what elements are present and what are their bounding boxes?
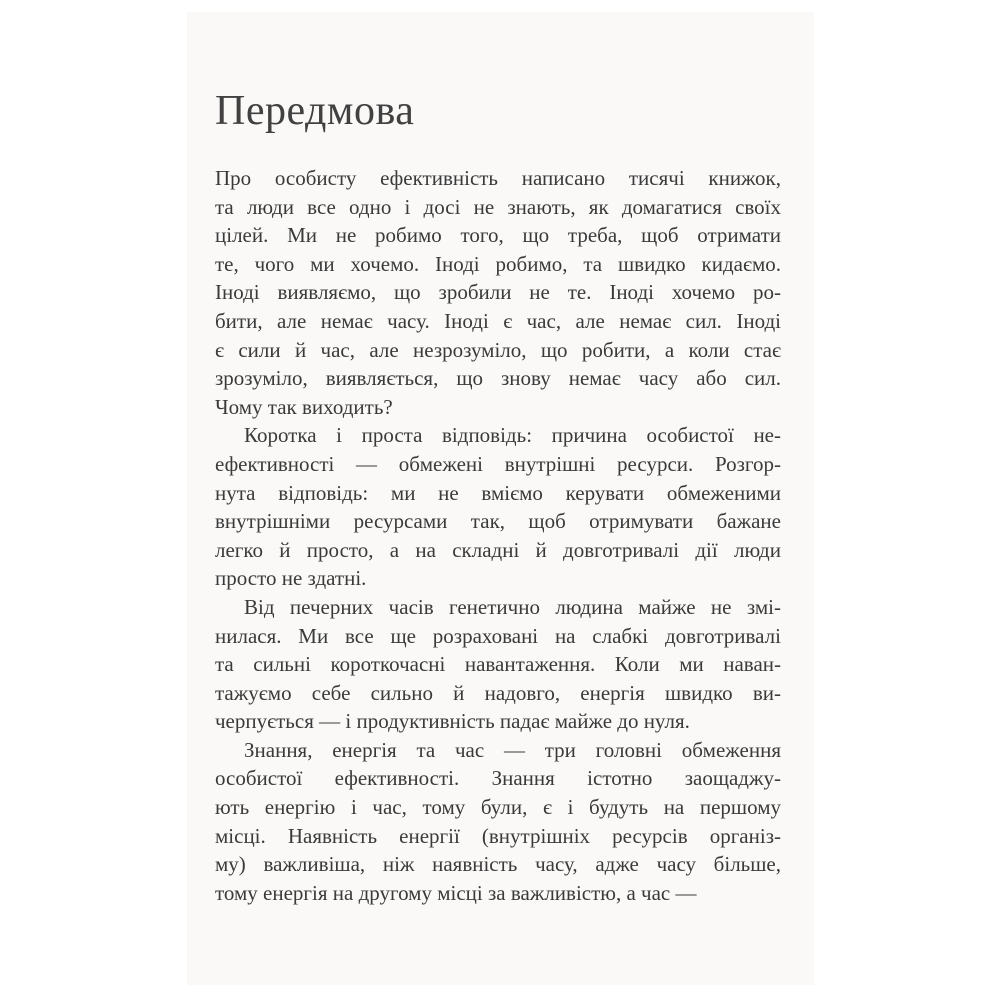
text-line: бити, але немає часу. Іноді є час, але немає сил. Іноді [215, 308, 781, 333]
text-line: Коротка і проста відповідь: причина особистої не- [244, 423, 781, 448]
text-line: му) важливіша, ніж наявність часу, адже часу більше, [215, 852, 781, 877]
text-line: та сильні короткочасні навантаження. Коли ми наван- [215, 652, 781, 677]
text-line: Чому так виходить? [215, 394, 393, 419]
text-line: Про особисту ефективність написано тисячі книжок, [215, 166, 781, 190]
page-title: Передмова [215, 88, 415, 134]
text-line: ють енергію і час, тому були, є і будуть на першому [215, 795, 781, 820]
text-line: та люди все одно і досі не знають, як домагатися своїх [215, 194, 781, 219]
text-line: черпується — і продуктивність падає майже до нуля. [215, 709, 690, 734]
paragraph [215, 593, 781, 736]
paragraph [215, 421, 781, 593]
text-line: тажуємо себе сильно й надовго, енергія швидко ви- [215, 680, 781, 705]
text-line: нута відповідь: ми не вміємо керувати обмеженими [215, 480, 781, 505]
paragraph [215, 164, 781, 421]
text-line: те, чого ми хочемо. Іноді робимо, та швидко кидаємо. [215, 251, 781, 276]
page-body [215, 164, 781, 907]
book-page [187, 12, 814, 985]
text-line: особистої ефективності. Знання істотно заощаджу- [215, 766, 781, 791]
text-line: є сили й час, але незрозуміло, що робити, а коли стає [215, 337, 781, 362]
text-line: ефективності — обмежені внутрішні ресурси. Розгор- [215, 451, 781, 476]
text-line: місці. Наявність енергії (внутрішніх ресурсів організ- [215, 823, 781, 848]
text-line: просто не здатні. [215, 566, 367, 591]
text-line: зрозуміло, виявляється, що знову немає часу або сил. [215, 366, 781, 391]
text-line: нилася. Ми все ще розраховані на слабкі довготривалі [215, 623, 781, 648]
text-line: Від печерних часів генетично людина майже не змі- [244, 594, 781, 619]
text-line: внутрішніми ресурсами так, щоб отримувати бажане [215, 509, 781, 534]
text-line: легко й просто, а на складні й довготривалі дії люди [215, 537, 781, 562]
text-line: Іноді виявляємо, що зробили не те. Іноді хочемо ро- [215, 280, 781, 305]
text-line: цілей. Ми не робимо того, що треба, щоб отримати [215, 223, 781, 248]
paragraph [215, 736, 781, 908]
text-line: Знання, енергія та час — три головні обмеження [244, 737, 781, 762]
text-line: тому енергія на другому місці за важливістю, а час — [215, 880, 697, 905]
